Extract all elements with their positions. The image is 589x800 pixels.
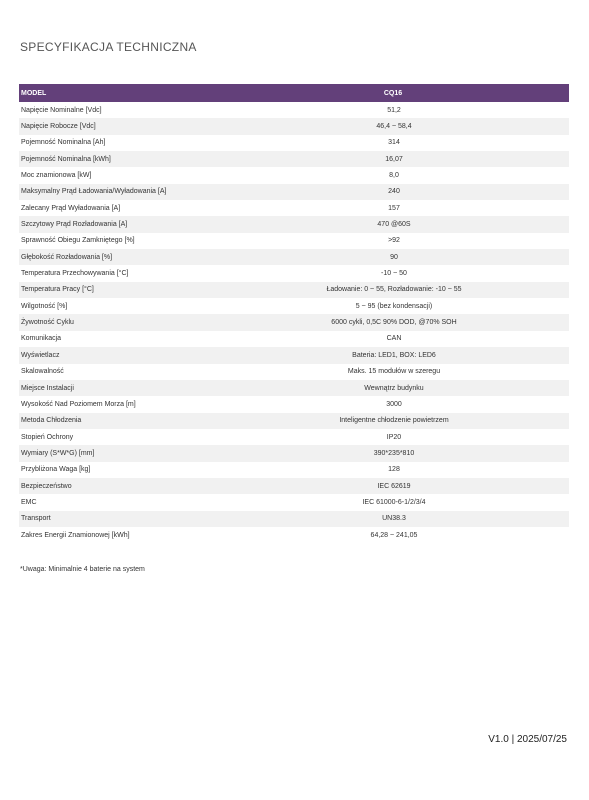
row-value: 240 (388, 188, 400, 196)
table-row (19, 249, 569, 265)
table-row (19, 347, 569, 363)
row-value: 5 ~ 95 (bez kondensacji) (355, 302, 433, 310)
row-value: Ładowanie: 0 ~ 55, Rozładowanie: -10 ~ 55 (326, 286, 462, 294)
row-label: Metoda Chłodzenia (21, 417, 82, 425)
table-row (19, 184, 569, 200)
row-label: Napięcie Robocze [Vdc] (21, 123, 96, 131)
row-label: Pojemność Nominalna [Ah] (21, 139, 106, 147)
row-value: UN38.3 (382, 515, 406, 523)
table-row (19, 151, 569, 167)
table-row (19, 282, 569, 298)
row-value: Wewnątrz budynku (364, 384, 424, 392)
table-row (19, 364, 569, 380)
row-label: Pojemność Nominalna [kWh] (21, 155, 111, 163)
table-row (19, 511, 569, 527)
row-value: 390*235*810 (373, 449, 415, 457)
table-row (19, 102, 569, 118)
table-row (19, 380, 569, 396)
table-row (19, 233, 569, 249)
row-label: Wyświetlacz (21, 351, 60, 359)
row-label: Maksymalny Prąd Ładowania/Wyładowania [A] (21, 188, 167, 196)
row-value: IEC 62619 (377, 482, 411, 490)
table-row (19, 200, 569, 216)
row-value: CAN (386, 335, 402, 343)
row-value: 6000 cykli, 0,5C 90% DOD, @70% SOH (331, 319, 457, 327)
row-value: 470 @60S (377, 221, 411, 229)
table-row (19, 314, 569, 330)
row-value: -10 ~ 50 (381, 270, 407, 278)
spec-table (19, 84, 569, 543)
table-row (19, 298, 569, 314)
row-label: Stopień Ochrony (21, 433, 74, 441)
row-value: 157 (388, 204, 400, 212)
row-value: Bateria: LED1, BOX: LED6 (352, 351, 436, 359)
row-value: 51,2 (387, 106, 401, 114)
table-row (19, 118, 569, 134)
table-row (19, 265, 569, 281)
table-row (19, 396, 569, 412)
row-value: 46,4 ~ 58,4 (376, 123, 412, 131)
row-value: 64,28 ~ 241,05 (370, 531, 418, 539)
row-label: Moc znamionowa [kW] (21, 172, 92, 180)
table-row (19, 413, 569, 429)
row-label: Wilgotność [%] (21, 302, 68, 310)
table-row (19, 429, 569, 445)
row-label: EMC (21, 498, 37, 506)
row-label: Szczytowy Prąd Rozładowania [A] (21, 221, 128, 229)
table-row (19, 462, 569, 478)
table-row (19, 135, 569, 151)
table-row (19, 331, 569, 347)
table-row (19, 494, 569, 510)
row-value: IEC 61000-6-1/2/3/4 (362, 498, 426, 506)
row-value: 8,0 (389, 172, 399, 180)
row-value: 128 (388, 466, 400, 474)
row-value: IP20 (386, 433, 402, 441)
row-value: 314 (388, 139, 400, 147)
table-row (19, 167, 569, 183)
row-value: >92 (388, 237, 400, 245)
row-value: 16,07 (385, 155, 403, 163)
table-header-row (19, 84, 569, 102)
table-row (19, 527, 569, 543)
footnote: *Uwaga: Minimalnie 4 baterie na system (20, 566, 145, 573)
version-date: V1.0 | 2025/07/25 (488, 734, 567, 745)
row-label: Wymiary (S*W*G) [mm] (21, 449, 95, 457)
row-label: Przybliżona Waga [kg] (21, 466, 91, 474)
row-value: Maks. 15 modułów w szeregu (347, 368, 441, 376)
row-label: Zakres Energii Znamionowej [kWh] (21, 531, 130, 539)
table-row (19, 216, 569, 232)
row-label: Głębokość Rozładowania [%] (21, 253, 113, 261)
row-value: 90 (390, 253, 398, 261)
row-label: Temperatura Pracy [°C] (21, 286, 94, 294)
row-label: Wysokość Nad Poziomem Morza [m] (21, 400, 136, 408)
row-label: Sprawność Obiegu Zamkniętego [%] (21, 237, 135, 245)
row-value: 3000 (386, 400, 402, 408)
row-label: Bezpieczeństwo (21, 482, 72, 490)
row-label: Miejsce Instalacji (21, 384, 74, 392)
row-label: Skalowalność (21, 368, 64, 376)
row-label: Komunikacja (21, 335, 62, 343)
row-label: Zalecany Prąd Wyładowania [A] (21, 204, 121, 212)
table-row (19, 478, 569, 494)
row-value: Inteligentne chłodzenie powietrzem (339, 417, 449, 425)
row-label: Temperatura Przechowywania [°C] (21, 270, 129, 278)
header-model: CQ16 (383, 89, 403, 97)
row-label: Napięcie Nominalne [Vdc] (21, 106, 102, 114)
row-label: Transport (21, 515, 51, 523)
page-title: SPECYFIKACJA TECHNICZNA (20, 40, 197, 54)
table-row (19, 445, 569, 461)
row-label: Żywotność Cyklu (21, 319, 74, 327)
header-label: MODEL (21, 89, 47, 97)
